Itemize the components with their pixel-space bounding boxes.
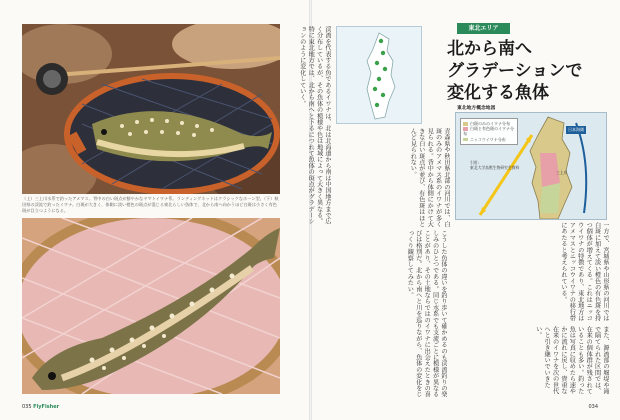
title-line-2: グラデーションで: [447, 61, 583, 81]
legend-item: 白斑のみのイワナ分布: [463, 121, 515, 126]
title-line-1: 北から南へ: [447, 39, 532, 59]
body-column-1: 渓流を代表する魚であるイワナは、北は北海道から南は中国地方まで広く分布しているが、その魚体の模様や色は地域によって大きく異なる。特に東北地方では、北から南へと下るにつれて魚体の斑点がグラデーションのように変化していく。: [298, 26, 331, 225]
map-title: 東北地方概念地図: [457, 106, 496, 111]
photo-fish-pink-net: [22, 218, 280, 394]
article-title: [447, 38, 607, 104]
sea-label: 日本海側: [568, 127, 584, 132]
magazine-brand: FlyFisher: [33, 404, 60, 410]
body-column-2: 青森県や秋田県北部の河川では、白斑のみのアメマス系のイワナが多く見られる。背中から体側にかけて大きな白い斑点が並び、有色斑はほとんど見られない。: [409, 128, 450, 228]
area-tag: 東北エリア: [457, 23, 510, 34]
page-number-left: 035: [22, 404, 32, 410]
folio-left: [22, 404, 59, 410]
map-source: [470, 160, 519, 170]
photo-caption: （上）三上川水系で釣ったアメマス。背中の白い斑点が鮮やかなヤマトイワナ系。ランディングネットはクラシックなホーン型。（下）秋田県の渓流で釣ったイワナ。白斑が大きく、体側に淡い橙色の斑点が混じる東北らしい魚体で、北から南へ向かうほど白斑は小さく有色斑が目立つようになる。: [22, 196, 279, 213]
place-label: 三上川: [556, 170, 568, 175]
legend-item: 白斑と有色斑のイワナ分布: [463, 126, 514, 137]
body-column-5: また、源流部の堰堤や滝で隔てられた区間では、在来の個体群が残されていることも多い。釣った魚は写真に収めたら速やかに流れに戻し、貴重な在来のイワナを次の世代へと引き継いでいきたい。: [534, 326, 609, 395]
photo-fish-in-net: [22, 24, 280, 194]
body-column-3: 一方で、宮城県や山形県の河川では白斑に加えて淡い橙色の有色斑を持つ個体が増えてくる。これはニッコウイワナの特徴であり、東北地方はアメマスとニッコウイワナの移行帯にあたると考えられている。: [559, 222, 609, 322]
source-label: 引用:: [470, 160, 479, 165]
map-legend: [460, 118, 518, 145]
body-column-4: こうした魚体の違いを釣り歩いて確かめるのも渓流釣りの楽しみのひとつである。同じ水系でも支流ごとに模様が異なることがあり、その土地ならではのイワナに出会えたときの喜びは格別だ。北から南へと川を巡りながら、魚体の変化をじっくり観察してみたい。: [406, 230, 447, 398]
legend-item: ニッコウイワナ分布: [463, 137, 515, 142]
tohoku-locator-map: [336, 26, 422, 124]
page-number-right: 034: [588, 404, 598, 410]
source-text: 東北大学鳥獣生物研究会資料: [470, 165, 520, 170]
title-line-3: 変化する魚体: [447, 83, 549, 103]
